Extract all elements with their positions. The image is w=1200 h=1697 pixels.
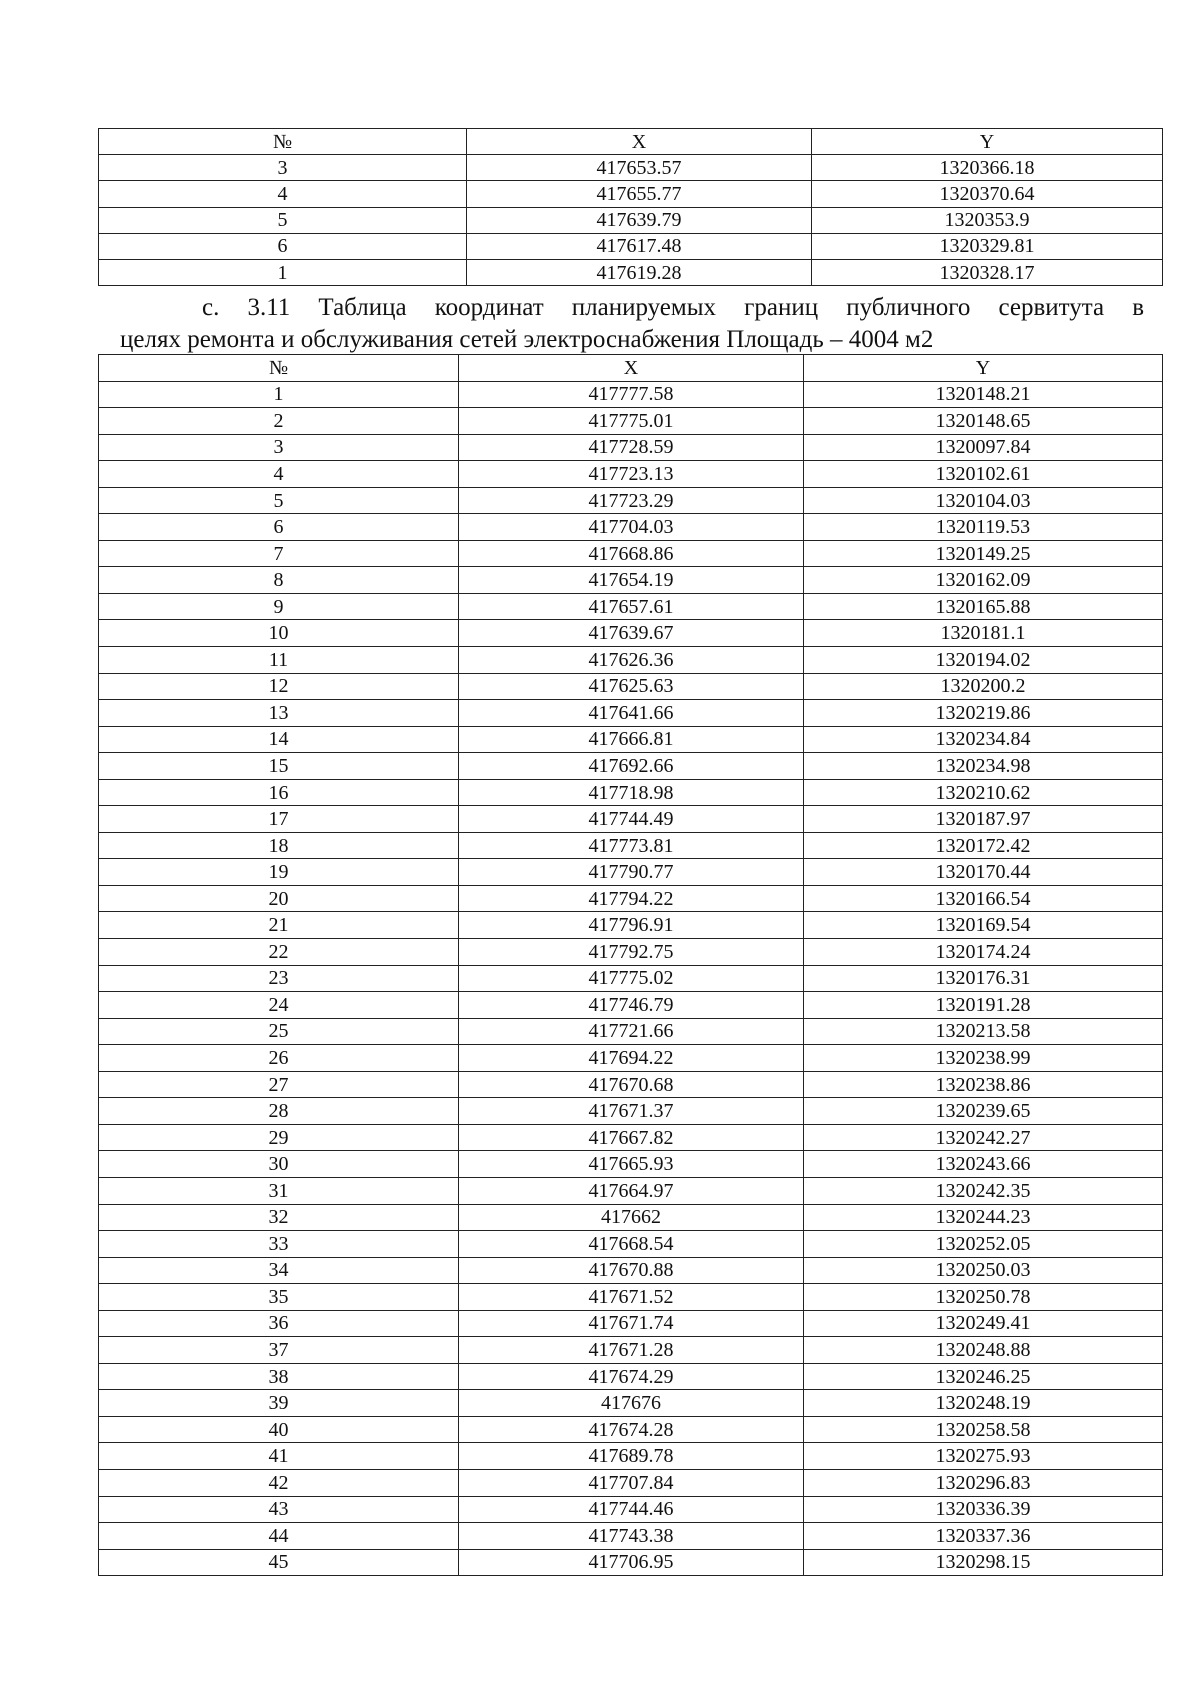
cell-x: 417790.77: [459, 859, 804, 886]
cell-number: 33: [99, 1231, 459, 1258]
cell-x: 417744.49: [459, 806, 804, 833]
cell-x: 417639.67: [459, 620, 804, 647]
table-row: [99, 779, 1163, 806]
cell-x: 417617.48: [467, 233, 812, 259]
cell-x: 417694.22: [459, 1045, 804, 1072]
cell-y: 1320162.09: [804, 567, 1163, 594]
cell-y: 1320248.19: [804, 1390, 1163, 1417]
cell-y: 1320246.25: [804, 1363, 1163, 1390]
cell-number: 1: [99, 259, 467, 285]
cell-x: 417639.79: [467, 207, 812, 233]
cell-number: 6: [99, 233, 467, 259]
cell-number: 37: [99, 1337, 459, 1364]
cell-y: 1320239.65: [804, 1098, 1163, 1125]
cell-y: 1320200.2: [804, 673, 1163, 700]
cell-number: 5: [99, 207, 467, 233]
table-row: [99, 1284, 1163, 1311]
cell-x: 417668.54: [459, 1231, 804, 1258]
cell-y: 1320337.36: [804, 1523, 1163, 1550]
table-row: [99, 726, 1163, 753]
cell-y: 1320252.05: [804, 1231, 1163, 1258]
cell-number: 18: [99, 832, 459, 859]
table-row: [99, 1310, 1163, 1337]
table-row: [99, 1018, 1163, 1045]
cell-x: 417704.03: [459, 514, 804, 541]
cell-number: 9: [99, 593, 459, 620]
cell-number: 2: [99, 408, 459, 435]
table-row: [99, 540, 1163, 567]
header-number: №: [99, 129, 467, 155]
cell-number: 24: [99, 992, 459, 1019]
table-row: [99, 1496, 1163, 1523]
header-x: X: [467, 129, 812, 155]
cell-number: 39: [99, 1390, 459, 1417]
caption-line-1: с. 3.11 Таблица координат планируемых границ публичного сервитута в: [202, 294, 1144, 321]
cell-y: 1320191.28: [804, 992, 1163, 1019]
table-row: [99, 514, 1163, 541]
cell-y: 1320250.03: [804, 1257, 1163, 1284]
table-row: [99, 408, 1163, 435]
table-row: [99, 859, 1163, 886]
table-row: [99, 207, 1163, 233]
table-row: [99, 700, 1163, 727]
cell-x: 417689.78: [459, 1443, 804, 1470]
table-row: [99, 1124, 1163, 1151]
cell-y: 1320250.78: [804, 1284, 1163, 1311]
cell-y: 1320238.86: [804, 1071, 1163, 1098]
cell-y: 1320258.58: [804, 1416, 1163, 1443]
cell-y: 1320242.35: [804, 1177, 1163, 1204]
cell-y: 1320148.65: [804, 408, 1163, 435]
header-y: Y: [812, 129, 1163, 155]
cell-x: 417718.98: [459, 779, 804, 806]
table-row: [99, 1363, 1163, 1390]
cell-number: 3: [99, 155, 467, 181]
cell-x: 417670.68: [459, 1071, 804, 1098]
table-row: [99, 992, 1163, 1019]
cell-number: 14: [99, 726, 459, 753]
table-caption: [120, 292, 1144, 356]
table-row: [99, 1045, 1163, 1072]
table-row: [99, 832, 1163, 859]
cell-y: 1320104.03: [804, 487, 1163, 514]
cell-x: 417792.75: [459, 939, 804, 966]
cell-y: 1320242.27: [804, 1124, 1163, 1151]
cell-number: 6: [99, 514, 459, 541]
cell-number: 21: [99, 912, 459, 939]
cell-y: 1320244.23: [804, 1204, 1163, 1231]
cell-x: 417775.01: [459, 408, 804, 435]
cell-x: 417670.88: [459, 1257, 804, 1284]
cell-x: 417625.63: [459, 673, 804, 700]
cell-number: 43: [99, 1496, 459, 1523]
cell-y: 1320170.44: [804, 859, 1163, 886]
cell-y: 1320238.99: [804, 1045, 1163, 1072]
cell-y: 1320243.66: [804, 1151, 1163, 1178]
table-row: [99, 620, 1163, 647]
table-row: [99, 593, 1163, 620]
cell-x: 417668.86: [459, 540, 804, 567]
table-row: [99, 1151, 1163, 1178]
cell-number: 40: [99, 1416, 459, 1443]
cell-number: 30: [99, 1151, 459, 1178]
cell-number: 34: [99, 1257, 459, 1284]
cell-x: 417653.57: [467, 155, 812, 181]
table-row: [99, 1443, 1163, 1470]
cell-x: 417674.28: [459, 1416, 804, 1443]
table-row: [99, 461, 1163, 488]
cell-x: 417676: [459, 1390, 804, 1417]
cell-number: 27: [99, 1071, 459, 1098]
cell-y: 1320213.58: [804, 1018, 1163, 1045]
cell-number: 12: [99, 673, 459, 700]
table-row: [99, 1257, 1163, 1284]
cell-x: 417707.84: [459, 1469, 804, 1496]
cell-number: 22: [99, 939, 459, 966]
cell-number: 3: [99, 434, 459, 461]
cell-x: 417744.46: [459, 1496, 804, 1523]
cell-y: 1320187.97: [804, 806, 1163, 833]
cell-x: 417655.77: [467, 181, 812, 207]
cell-x: 417626.36: [459, 647, 804, 674]
cell-number: 4: [99, 181, 467, 207]
cell-y: 1320248.88: [804, 1337, 1163, 1364]
table-row: [99, 1337, 1163, 1364]
cell-number: 17: [99, 806, 459, 833]
cell-number: 28: [99, 1098, 459, 1125]
table-row: [99, 1523, 1163, 1550]
cell-x: 417667.82: [459, 1124, 804, 1151]
cell-number: 19: [99, 859, 459, 886]
caption-line-2: целях ремонта и обслуживания сетей электроснабжения Площадь – 4004 м2: [120, 326, 934, 353]
cell-number: 8: [99, 567, 459, 594]
cell-number: 16: [99, 779, 459, 806]
cell-x: 417671.28: [459, 1337, 804, 1364]
cell-number: 31: [99, 1177, 459, 1204]
cell-x: 417671.74: [459, 1310, 804, 1337]
cell-number: 13: [99, 700, 459, 727]
cell-y: 1320172.42: [804, 832, 1163, 859]
cell-number: 32: [99, 1204, 459, 1231]
cell-x: 417674.29: [459, 1363, 804, 1390]
cell-x: 417743.38: [459, 1523, 804, 1550]
cell-y: 1320219.86: [804, 700, 1163, 727]
cell-y: 1320336.39: [804, 1496, 1163, 1523]
cell-x: 417723.29: [459, 487, 804, 514]
header-x: X: [459, 355, 804, 382]
table-row: [99, 1469, 1163, 1496]
cell-y: 1320165.88: [804, 593, 1163, 620]
cell-x: 417773.81: [459, 832, 804, 859]
cell-y: 1320370.64: [812, 181, 1163, 207]
table-row: [99, 647, 1163, 674]
cell-x: 417723.13: [459, 461, 804, 488]
cell-y: 1320234.84: [804, 726, 1163, 753]
cell-y: 1320210.62: [804, 779, 1163, 806]
table-header-row: [99, 129, 1163, 155]
cell-y: 1320176.31: [804, 965, 1163, 992]
cell-y: 1320353.9: [812, 207, 1163, 233]
cell-x: 417777.58: [459, 381, 804, 408]
cell-x: 417619.28: [467, 259, 812, 285]
cell-x: 417671.52: [459, 1284, 804, 1311]
table-row: [99, 1549, 1163, 1576]
cell-number: 25: [99, 1018, 459, 1045]
table-row: [99, 1416, 1163, 1443]
cell-y: 1320329.81: [812, 233, 1163, 259]
cell-y: 1320298.15: [804, 1549, 1163, 1576]
cell-x: 417796.91: [459, 912, 804, 939]
table-row: [99, 1231, 1163, 1258]
cell-x: 417664.97: [459, 1177, 804, 1204]
cell-number: 36: [99, 1310, 459, 1337]
cell-number: 26: [99, 1045, 459, 1072]
cell-x: 417728.59: [459, 434, 804, 461]
cell-x: 417665.93: [459, 1151, 804, 1178]
cell-y: 1320169.54: [804, 912, 1163, 939]
cell-number: 4: [99, 461, 459, 488]
table-header-row: [99, 355, 1163, 382]
cell-x: 417654.19: [459, 567, 804, 594]
coordinates-table-continued-body: [99, 129, 1163, 286]
table-row: [99, 567, 1163, 594]
cell-number: 11: [99, 647, 459, 674]
cell-y: 1320328.17: [812, 259, 1163, 285]
cell-number: 29: [99, 1124, 459, 1151]
cell-number: 44: [99, 1523, 459, 1550]
cell-y: 1320234.98: [804, 753, 1163, 780]
cell-number: 45: [99, 1549, 459, 1576]
table-row: [99, 181, 1163, 207]
table-row: [99, 259, 1163, 285]
cell-x: 417666.81: [459, 726, 804, 753]
table-row: [99, 1390, 1163, 1417]
cell-number: 35: [99, 1284, 459, 1311]
coordinates-table-servitude: [98, 354, 1163, 1576]
cell-x: 417692.66: [459, 753, 804, 780]
cell-x: 417706.95: [459, 1549, 804, 1576]
cell-y: 1320148.21: [804, 381, 1163, 408]
cell-number: 10: [99, 620, 459, 647]
table-row: [99, 912, 1163, 939]
table-row: [99, 939, 1163, 966]
table-row: [99, 155, 1163, 181]
cell-x: 417775.02: [459, 965, 804, 992]
table-row: [99, 381, 1163, 408]
cell-y: 1320194.02: [804, 647, 1163, 674]
cell-y: 1320249.41: [804, 1310, 1163, 1337]
cell-x: 417671.37: [459, 1098, 804, 1125]
table-row: [99, 233, 1163, 259]
coordinates-table-servitude-body: [99, 355, 1163, 1576]
cell-y: 1320102.61: [804, 461, 1163, 488]
table-row: [99, 434, 1163, 461]
header-number: №: [99, 355, 459, 382]
cell-y: 1320097.84: [804, 434, 1163, 461]
cell-y: 1320119.53: [804, 514, 1163, 541]
cell-number: 15: [99, 753, 459, 780]
table-row: [99, 753, 1163, 780]
cell-number: 23: [99, 965, 459, 992]
cell-x: 417721.66: [459, 1018, 804, 1045]
cell-x: 417794.22: [459, 885, 804, 912]
cell-number: 42: [99, 1469, 459, 1496]
table-row: [99, 965, 1163, 992]
cell-y: 1320181.1: [804, 620, 1163, 647]
cell-number: 7: [99, 540, 459, 567]
cell-y: 1320149.25: [804, 540, 1163, 567]
cell-number: 38: [99, 1363, 459, 1390]
table-row: [99, 1071, 1163, 1098]
cell-number: 20: [99, 885, 459, 912]
cell-x: 417746.79: [459, 992, 804, 1019]
cell-y: 1320275.93: [804, 1443, 1163, 1470]
table-row: [99, 1204, 1163, 1231]
cell-y: 1320174.24: [804, 939, 1163, 966]
table-row: [99, 1177, 1163, 1204]
cell-y: 1320366.18: [812, 155, 1163, 181]
table-row: [99, 806, 1163, 833]
cell-number: 5: [99, 487, 459, 514]
coordinates-table-continued: [98, 128, 1163, 286]
table-row: [99, 487, 1163, 514]
cell-y: 1320296.83: [804, 1469, 1163, 1496]
table-row: [99, 673, 1163, 700]
cell-x: 417662: [459, 1204, 804, 1231]
header-y: Y: [804, 355, 1163, 382]
cell-x: 417657.61: [459, 593, 804, 620]
table-row: [99, 1098, 1163, 1125]
cell-number: 1: [99, 381, 459, 408]
cell-x: 417641.66: [459, 700, 804, 727]
cell-number: 41: [99, 1443, 459, 1470]
table-row: [99, 885, 1163, 912]
cell-y: 1320166.54: [804, 885, 1163, 912]
